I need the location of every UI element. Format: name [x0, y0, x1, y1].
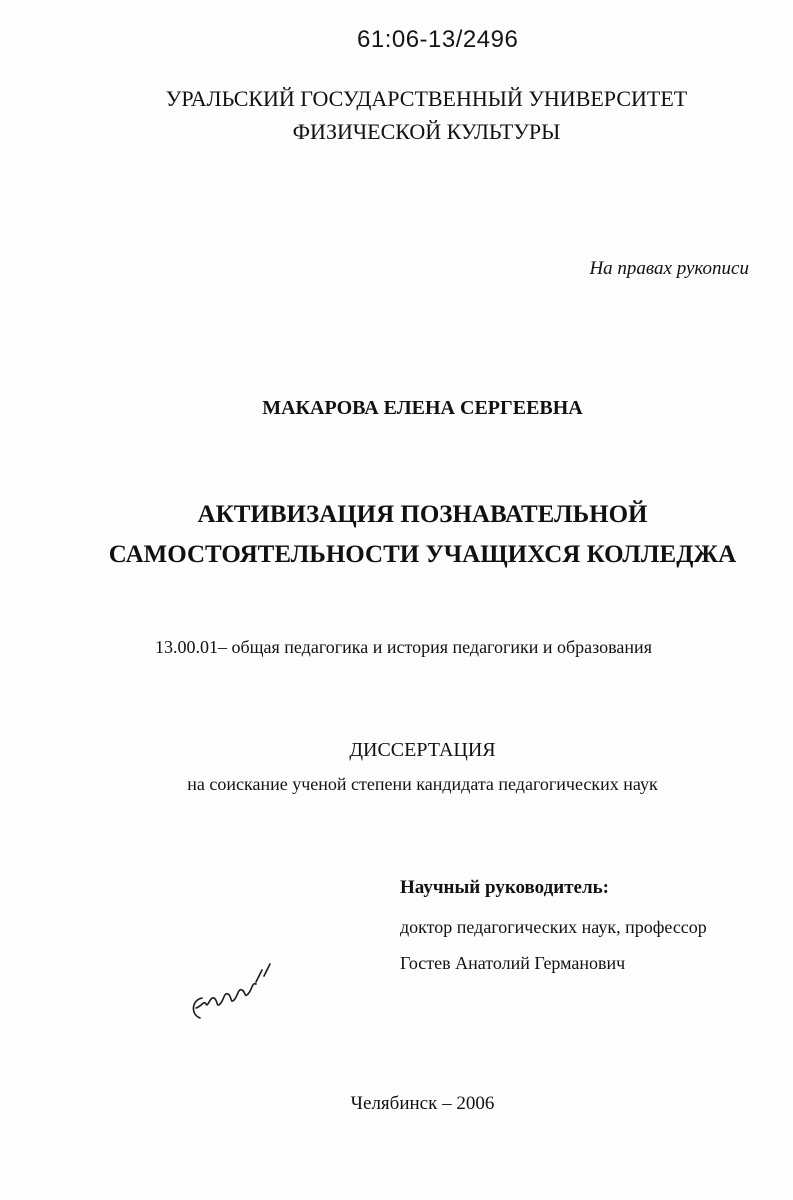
supervisor-credentials: доктор педагогических наук, профессор [400, 917, 707, 937]
thesis-title-line-1: АКТИВИЗАЦИЯ ПОЗНАВАТЕЛЬНОЙ [197, 501, 648, 528]
city-and-year: Челябинск – 2006 [350, 1093, 495, 1114]
author-name: МАКАРОВА ЕЛЕНА СЕРГЕЕВНА [262, 397, 583, 419]
supervisor-name: Гостев Анатолий Германович [400, 953, 626, 973]
manuscript-rights-note: На правах рукописи [589, 258, 749, 279]
institution-line-2: ФИЗИЧЕСКОЙ КУЛЬТУРЫ [292, 119, 561, 144]
thesis-title-line-2: САМОСТОЯТЕЛЬНОСТИ УЧАЩИХСЯ КОЛЛЕДЖА [108, 541, 737, 568]
handwritten-signature [186, 948, 286, 1028]
catalog-stamp-number: 61:06-13/2496 [357, 26, 519, 53]
institution-line-1: УРАЛЬСКИЙ ГОСУДАРСТВЕННЫЙ УНИВЕРСИТЕТ [165, 86, 688, 111]
supervisor-heading: Научный руководитель: [400, 877, 609, 898]
document-type: ДИССЕРТАЦИЯ [349, 739, 496, 761]
specialty-code: 13.00.01– общая педагогика и история педагогики и образования [155, 637, 652, 657]
degree-statement: на соискание ученой степени кандидата педагогических наук [187, 774, 658, 794]
